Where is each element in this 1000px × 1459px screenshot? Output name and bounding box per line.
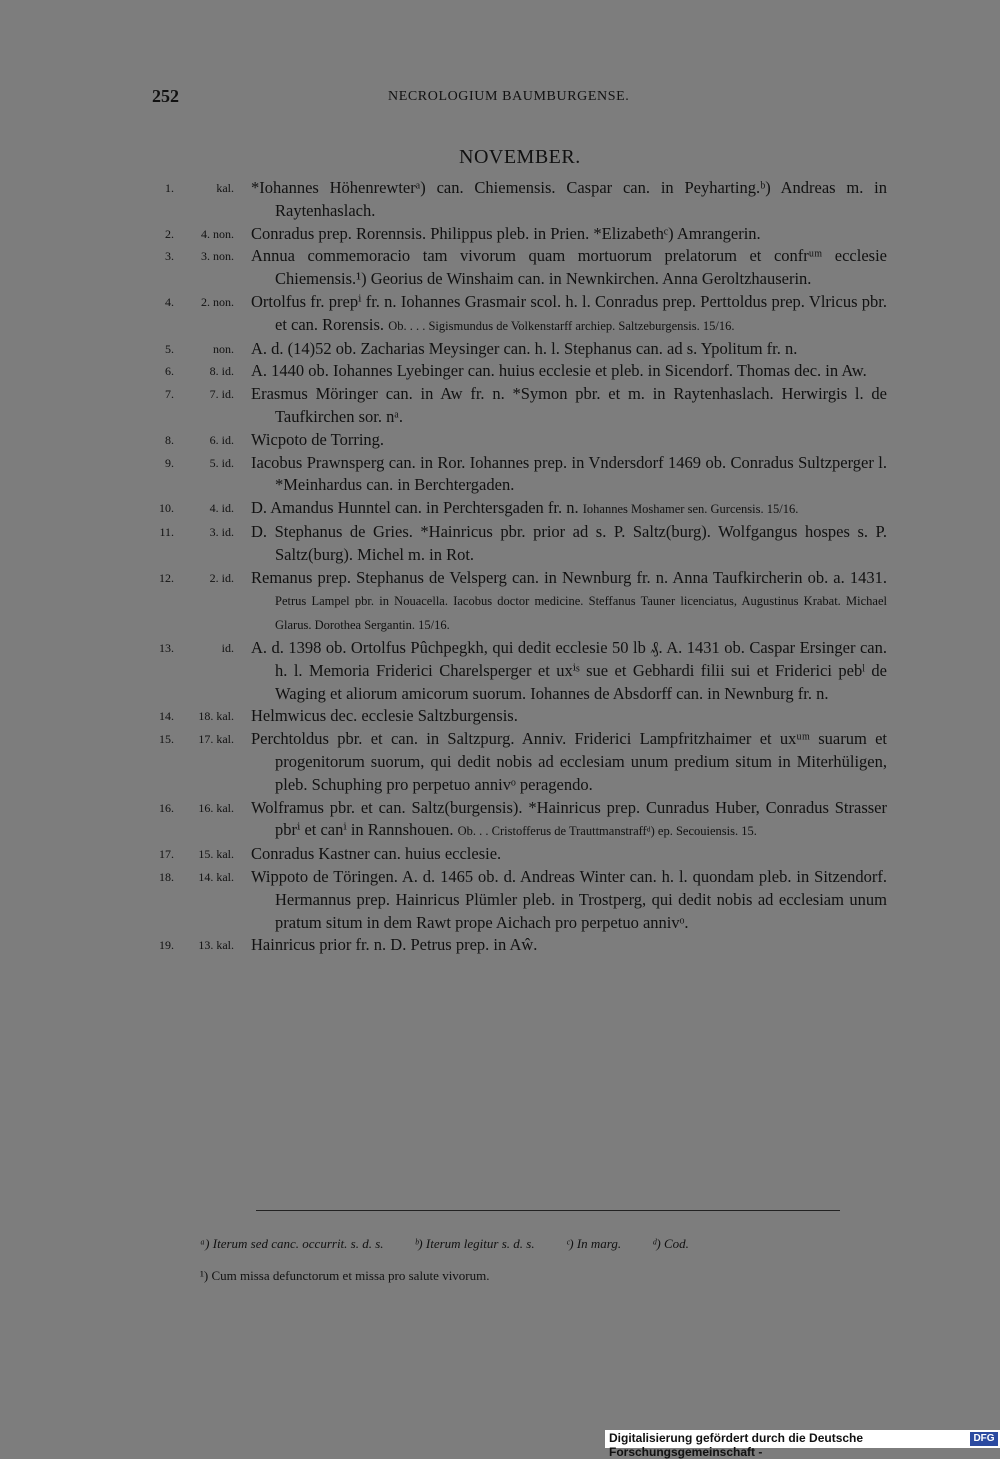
entry-row [0, 705, 1000, 728]
entry-row [0, 728, 1000, 796]
entry-text [251, 728, 887, 796]
entry-number: 13. [159, 640, 174, 655]
running-title: NECROLOGIUM BAUMBURGENSE. [388, 89, 630, 104]
entry-number: 17. [159, 847, 174, 862]
entry-text [251, 866, 887, 934]
entry-row [0, 497, 1000, 521]
entry-row [0, 934, 1000, 957]
footnote-c: ᶜ) In marg. [565, 1236, 622, 1251]
entry-number: 7. [165, 387, 174, 402]
entry-date: 16. kal. [198, 800, 234, 815]
entry-date: 3. non. [201, 249, 234, 264]
entry-text [251, 637, 887, 705]
entry-number: 19. [159, 938, 174, 953]
entry-text [251, 567, 887, 637]
entry-number: 8. [165, 432, 174, 447]
entry-later-hand-text: Petrus Lampel pbr. in Nouacella. Iacobus doctor medicine. Steffanus Tauner licenciatus, Augustinus Krabat. Michael Glarus. Dorothea Sergantin. 15/16. [275, 594, 887, 633]
entry-number: 15. [159, 732, 174, 747]
month-heading: NOVEMBER. [459, 146, 581, 168]
entry-main-text: Ortolfus fr. prepⁱ fr. n. Iohannes Grasmair scol. h. l. Conradus prep. Perttoldus prep. Vlricus pbr. et can. Rorensis. [251, 291, 887, 334]
entry-number: 3. [165, 249, 174, 264]
entry-text [251, 223, 887, 246]
footnotes-letters [200, 1236, 880, 1252]
entry-row [0, 429, 1000, 452]
entry-row [0, 567, 1000, 637]
credit-text: Digitalisierung gefördert durch die Deutsche Forschungsgemeinschaft - [609, 1431, 864, 1459]
entry-date: 2. id. [209, 570, 234, 585]
entry-date: 2. non. [201, 294, 234, 309]
entry-main-text: D. Amandus Hunntel can. in Perchtersgaden fr. n. [251, 498, 579, 518]
entry-text [251, 705, 887, 728]
entry-text [251, 843, 887, 866]
entry-text [251, 177, 887, 223]
entry-text [251, 383, 887, 429]
entry-text [251, 452, 887, 498]
footnote-a: ᵃ) Iterum sed canc. occurrit. s. d. s. [200, 1236, 384, 1251]
entry-date: 15. kal. [198, 847, 234, 862]
entry-text [251, 797, 887, 844]
entry-date: 13. kal. [198, 938, 234, 953]
dfg-logo: DFG [970, 1432, 998, 1446]
entry-main-text: A. 1440 ob. Iohannes Lyebinger can. huius ecclesie et pleb. in Sicendorf. Thomas dec. in Aw. [251, 361, 867, 381]
entry-number: 16. [159, 800, 174, 815]
entry-date: 6. id. [209, 432, 234, 447]
entry-row [0, 866, 1000, 934]
entry-row [0, 177, 1000, 223]
page-number: 252 [152, 86, 179, 106]
entry-date: non. [213, 341, 234, 356]
entry-main-text: Hainricus prior fr. n. D. Petrus prep. in Aŵ. [251, 935, 538, 955]
entry-row [0, 245, 1000, 291]
entry-date: 3. id. [209, 524, 234, 539]
entry-date: 17. kal. [198, 732, 234, 747]
entry-text [251, 521, 887, 567]
entry-row [0, 291, 1000, 338]
entry-number: 10. [159, 501, 174, 516]
entry-date: 7. id. [209, 387, 234, 402]
entry-later-hand-text: Ob. . . . Sigismundus de Volkenstarff archiep. Saltzeburgensis. 15/16. [388, 318, 735, 333]
entry-text [251, 245, 887, 291]
entry-text [251, 291, 887, 338]
entry-main-text: Helmwicus dec. ecclesie Saltzburgensis. [251, 706, 518, 726]
footnote-d: ᵈ) Cod. [652, 1236, 689, 1251]
entry-date: 4. id. [209, 501, 234, 516]
necrology-entries [0, 177, 1000, 957]
entry-main-text: Conradus prep. Rorennsis. Philippus pleb. in Prien. *Elizabethᶜ) Amrangerin. [251, 223, 761, 243]
entry-main-text: D. Stephanus de Gries. *Hainricus pbr. prior ad s. P. Saltz(burg). Wolfgangus hospes s. P. Saltz(burg). Michel m. in Rot. [251, 521, 887, 564]
entry-date: kal. [216, 181, 234, 195]
entry-main-text: Wolframus pbr. et can. Saltz(burgensis). *Hainricus prep. Cunradus Huber, Conradus Strasser pbrⁱ et canⁱ in Rannshouen. [251, 797, 887, 840]
entry-row [0, 338, 1000, 361]
entry-text [251, 429, 887, 452]
digitization-credit-bar [605, 1430, 1000, 1459]
entry-row [0, 383, 1000, 429]
entry-main-text: Iacobus Prawnsperg can. in Ror. Iohannes prep. in Vndersdorf 1469 ob. Conradus Sultzperger l. *Meinhardus can. in Berchtergaden. [251, 452, 887, 495]
entry-number: 6. [165, 364, 174, 379]
footnote-b: ᵇ) Iterum legitur s. d. s. [414, 1236, 535, 1251]
entry-number: 14. [159, 709, 174, 724]
entry-number: 12. [159, 570, 174, 585]
entry-row [0, 360, 1000, 383]
entry-main-text: Wicpoto de Torring. [251, 429, 385, 449]
entry-date: 8. id. [209, 364, 234, 379]
entry-later-hand-text: Iohannes Moshamer sen. Gurcensis. 15/16. [582, 502, 799, 517]
entry-main-text: Erasmus Möringer can. in Aw fr. n. *Symon pbr. et m. in Raytenhaslach. Herwirgis l. de Taufkirchen sor. nᵃ. [251, 384, 887, 426]
entry-text [251, 934, 887, 957]
entry-main-text: Perchtoldus pbr. et can. in Saltzpurg. Anniv. Friderici Lampfritzhaimer et uxᵘᵐ suarum et progenitorum suorum, qui dedit nobis ad ecclesiam unum predium situm in Miterhüligen, pleb. Schuphing pro perpetuo annivᵒ peragendo. [251, 729, 887, 794]
entry-row [0, 521, 1000, 567]
entry-date: 4. non. [201, 226, 234, 241]
entry-number: 11. [159, 524, 174, 539]
entry-date: 18. kal. [198, 709, 234, 724]
entry-date: id. [221, 640, 234, 655]
entry-date: 5. id. [209, 455, 234, 470]
footnote-rule [256, 1210, 840, 1211]
entry-main-text: A. d. (14)52 ob. Zacharias Meysinger can. h. l. Stephanus can. ad s. Ypolitum fr. n. [251, 338, 798, 358]
entry-date: 14. kal. [198, 869, 234, 884]
entry-text [251, 360, 887, 383]
footnote-1: ¹) Cum missa defunctorum et missa pro salute vivorum. [200, 1268, 490, 1283]
entry-text [251, 338, 887, 361]
entry-main-text: *Iohannes Höhenrewterᵃ) can. Chiemensis. Caspar can. in Peyharting.ᵇ) Andreas m. in Raytenhaslach. [251, 178, 887, 220]
entry-main-text: Conradus Kastner can. huius ecclesie. [251, 844, 502, 864]
entry-number: 4. [165, 294, 174, 309]
entry-text [251, 497, 887, 521]
entry-number: 5. [165, 341, 174, 356]
entry-number: 1. [165, 181, 174, 195]
entry-main-text: Wippoto de Töringen. A. d. 1465 ob. d. Andreas Winter can. h. l. quondam pleb. in Sitzendorf. Hermannus prep. Hainricus Plümler pleb. in Trostperg, qui dedit nobis ad ecclesiam unum pratum situm in dem Rawt prope Aichach pro perpetuo annivᵒ. [251, 866, 887, 932]
entry-number: 18. [159, 869, 174, 884]
entry-main-text: A. d. 1398 ob. Ortolfus Pûchpegkh, qui dedit ecclesie 50 lb ₰. A. 1431 ob. Caspar Ersinger can. h. l. Memoria Friderici Charelsperger et uxⁱˢ sue et Gebhardi filii sui et Friderici pebˡ de Waging et aliorum amicorum suorum. Iohannes de Absdorff can. in Newnburg fr. n. [251, 637, 887, 703]
entry-number: 2. [165, 226, 174, 241]
entry-row [0, 843, 1000, 866]
entry-row [0, 223, 1000, 246]
entry-later-hand-text: Ob. . . Cristofferus de Trauttmanstraffᵈ) ep. Secouiensis. 15. [457, 824, 757, 839]
entry-number: 9. [165, 455, 174, 470]
entry-main-text: Annua commemoracio tam vivorum quam mortuorum prelatorum et confrᵘᵐ ecclesie Chiemensis.¹) Georius de Winshaim can. in Newnkirchen. Anna Geroltzhauserin. [251, 246, 887, 289]
entry-row [0, 637, 1000, 705]
entry-row [0, 452, 1000, 498]
entry-row [0, 797, 1000, 844]
entry-main-text: Remanus prep. Stephanus de Velsperg can. in Newnburg fr. n. Anna Taufkircherin ob. a. 1431. [251, 567, 887, 587]
